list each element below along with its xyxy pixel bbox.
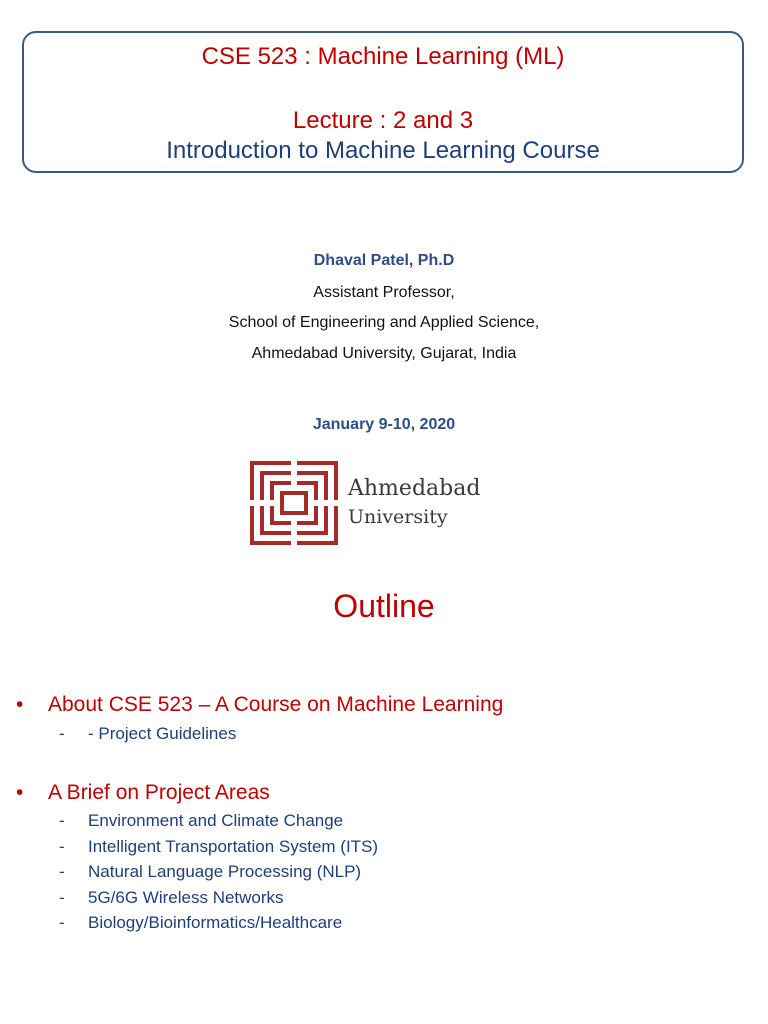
outline-item (59, 811, 343, 831)
course-title: CSE 523 : Machine Learning (ML) (201, 43, 565, 70)
title-box (22, 31, 744, 173)
dash-icon: - (59, 888, 65, 907)
lecture-subtitle: Introduction to Machine Learning Course (166, 137, 600, 164)
outline-item-label: - Project Guidelines (88, 724, 237, 743)
author-school: School of Engineering and Applied Science, (228, 314, 540, 331)
dash-icon: - (59, 724, 65, 743)
outline-item-label: Biology/Bioinformatics/Healthcare (88, 913, 343, 932)
outline-item-label: Environment and Climate Change (88, 811, 344, 830)
author-name: Dhaval Patel, Ph.D (313, 252, 455, 269)
logo-text-ahmedabad: Ahmedabad (348, 476, 481, 501)
outline-item-label: Intelligent Transportation System (ITS) (88, 837, 379, 856)
outline-section-title: About CSE 523 – A Course on Machine Learning (48, 693, 504, 716)
outline-item (59, 888, 284, 908)
bullet-icon: • (16, 693, 24, 716)
outline-item (59, 724, 236, 744)
university-logo (248, 460, 510, 546)
outline-item-label: 5G/6G Wireless Networks (88, 888, 284, 907)
outline-item (59, 837, 378, 857)
dash-icon: - (59, 862, 65, 881)
outline-heading: Outline (333, 588, 435, 624)
outline-item (59, 913, 342, 933)
dash-icon: - (59, 913, 65, 932)
dash-icon: - (59, 837, 65, 856)
outline-section-title: A Brief on Project Areas (48, 781, 270, 804)
author-position: Assistant Professor, (313, 284, 455, 301)
lecture-date: January 9-10, 2020 (312, 416, 456, 433)
outline-item-label: Natural Language Processing (NLP) (88, 862, 362, 881)
bullet-icon: • (16, 781, 24, 804)
outline-section-projects (16, 781, 270, 805)
lecture-number: Lecture : 2 and 3 (292, 107, 474, 134)
author-university: Ahmedabad University, Gujarat, India (251, 345, 517, 362)
outline-section-course (16, 693, 503, 717)
logo-text-university: University (348, 506, 448, 528)
outline-item (59, 862, 361, 882)
dash-icon: - (59, 811, 65, 830)
university-logo-mark-icon (248, 460, 340, 546)
